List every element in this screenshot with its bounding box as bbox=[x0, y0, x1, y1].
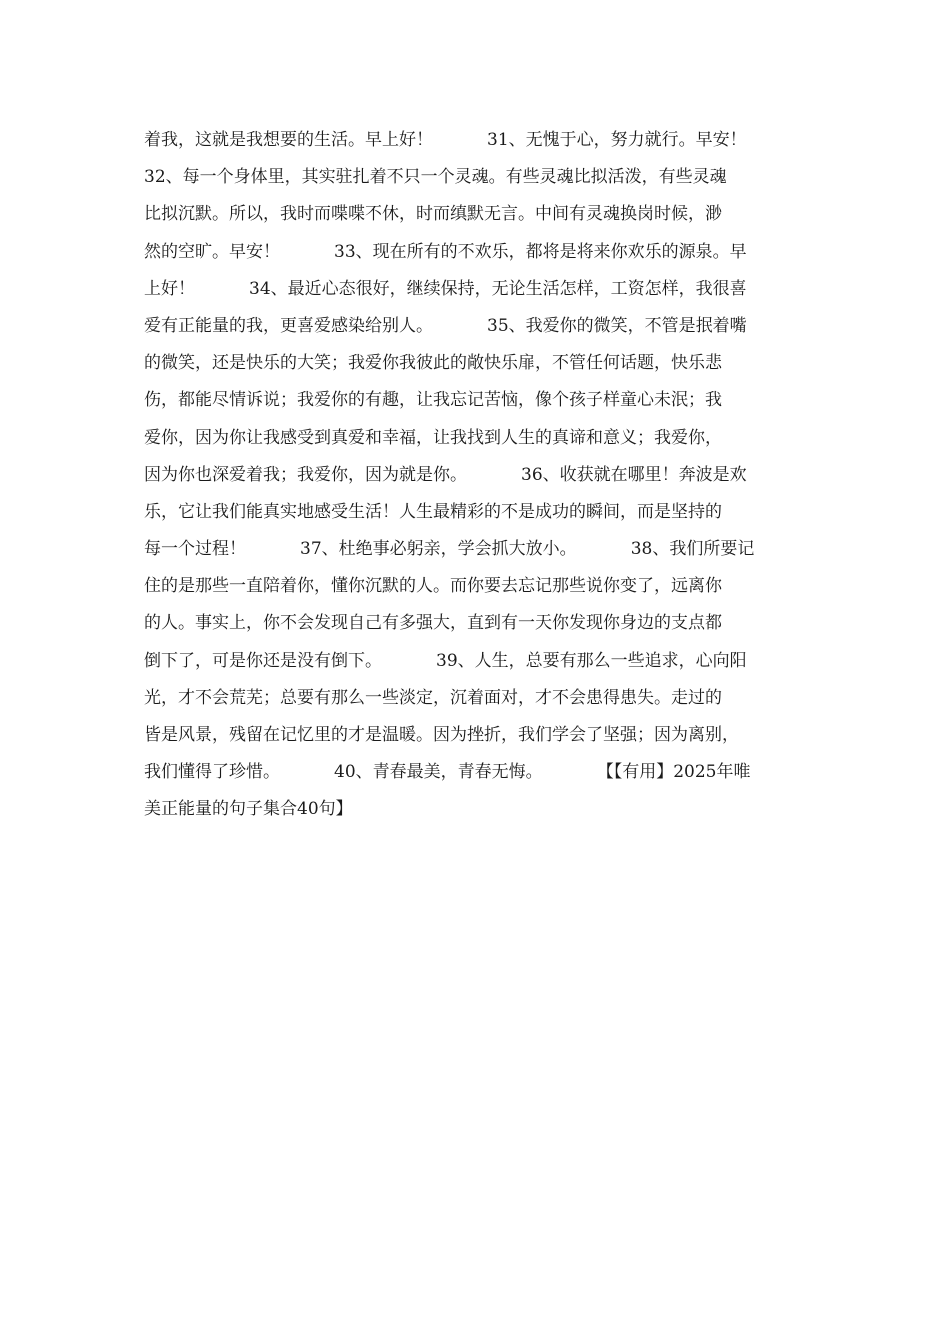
text-line: 我们懂得了珍惜。 40、青春最美，青春无悔。 【【有用】2025年唯 bbox=[144, 762, 751, 783]
text-line: 每一个过程！ 37、杜绝事必躬亲，学会抓大放小。 38、我们所要记 bbox=[144, 539, 755, 560]
text-line: 上好！ 34、最近心态很好，继续保持，无论生活怎样，工资怎样，我很喜 bbox=[144, 278, 747, 299]
text-line: 爱有正能量的我，更喜爱感染给别人。 35、我爱你的微笑，不管是抿着嘴 bbox=[144, 315, 747, 336]
text-line: 倒下了，可是你还是没有倒下。 39、人生，总要有那么一些追求，心向阳 bbox=[144, 650, 747, 671]
body-text bbox=[144, 122, 834, 829]
text-line: 皆是风景，残留在记忆里的才是温暖。因为挫折，我们学会了坚强；因为离别， bbox=[144, 725, 739, 745]
text-line: 爱你，因为你让我感受到真爱和幸福，让我找到人生的真谛和意义；我爱你， bbox=[144, 427, 722, 448]
text-line: 32、每一个身体里，其实驻扎着不只一个灵魂。有些灵魂比拟活泼，有些灵魂 bbox=[144, 167, 727, 188]
text-line: 比拟沉默。所以，我时而喋喋不休，时而缜默无言。中间有灵魂换岗时候，渺 bbox=[144, 204, 722, 225]
text-line: 乐，它让我们能真实地感受生活！人生最精彩的不是成功的瞬间，而是坚持的 bbox=[144, 501, 722, 522]
text-line: 着我，这就是我想要的生活。早上好！ 31、无愧于心，努力就行。早安！ bbox=[144, 130, 747, 150]
text-line: 的人。事实上，你不会发现自己有多强大，直到有一天你发现你身边的支点都 bbox=[144, 613, 722, 634]
text-line: 光，才不会荒芜；总要有那么一些淡定，沉着面对，才不会患得患失。走过的 bbox=[144, 687, 722, 708]
text-line: 美正能量的句子集合40句】 bbox=[144, 799, 353, 820]
text-line: 伤，都能尽情诉说；我爱你的有趣，让我忘记苦恼，像个孩子样童心未泯；我 bbox=[144, 390, 722, 411]
text-line: 然的空旷。早安！ 33、现在所有的不欢乐，都将是将来你欢乐的源泉。早 bbox=[144, 241, 747, 262]
text-line: 的微笑，还是快乐的大笑；我爱你我彼此的敞快乐扉，不管任何话题，快乐悲 bbox=[144, 353, 722, 374]
text-line: 住的是那些一直陪着你，懂你沉默的人。而你要去忘记那些说你变了，远离你 bbox=[144, 576, 722, 597]
text-line: 因为你也深爱着我；我爱你，因为就是你。 36、收获就在哪里！奔波是欢 bbox=[144, 464, 747, 485]
